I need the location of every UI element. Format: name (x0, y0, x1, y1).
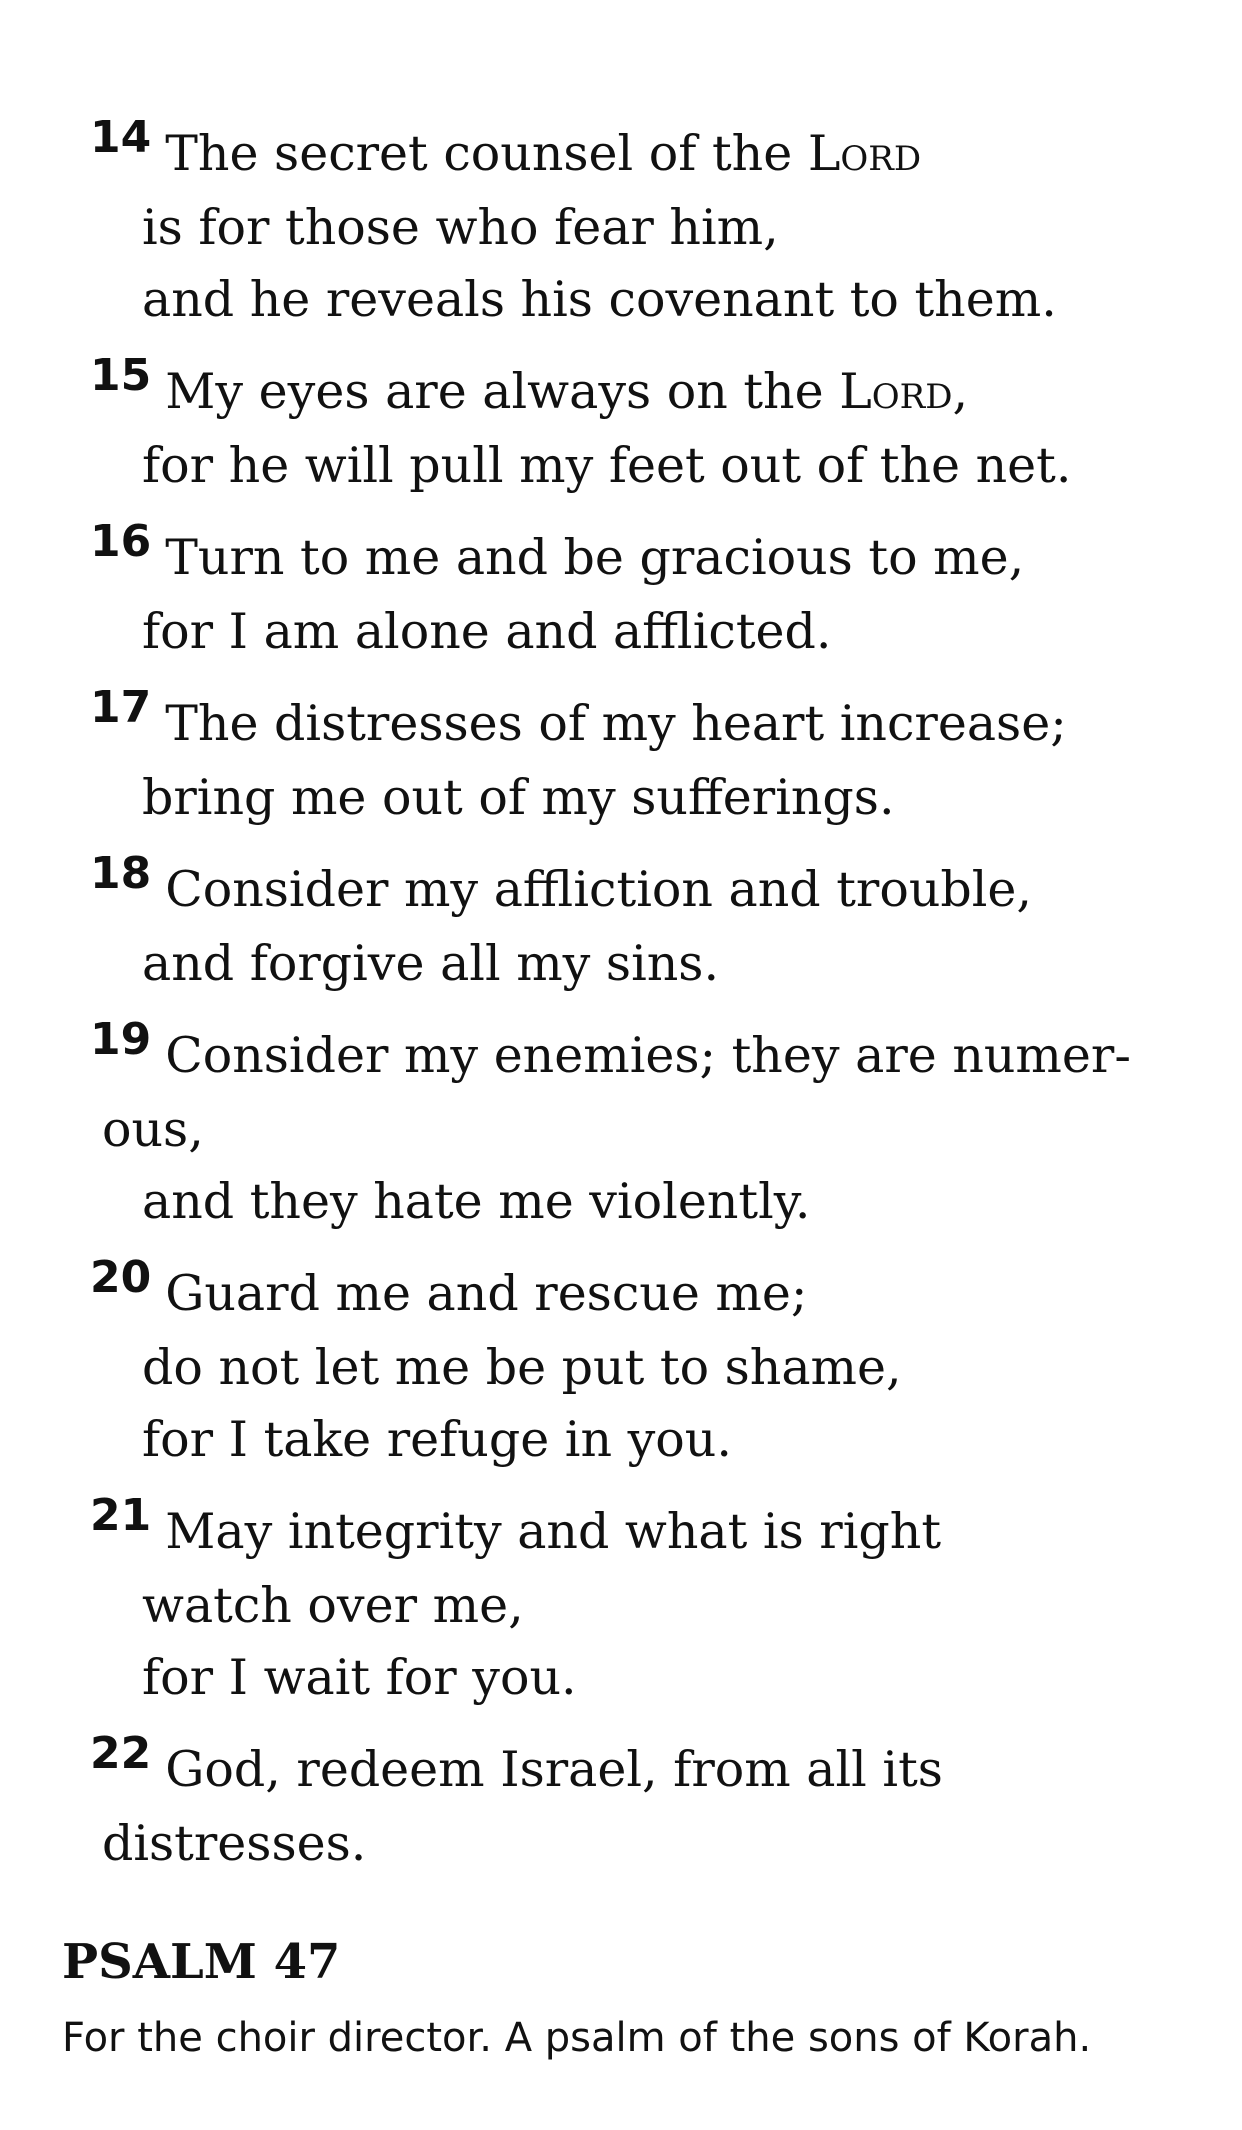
verse-text: My eyes are always on the (165, 363, 840, 420)
verse-first-line (90, 682, 1190, 762)
psalm-subheading: For the choir director. A psalm of the sons of Korah. (62, 2015, 1092, 2061)
verse-line: and they hate me violently. (142, 1173, 811, 1230)
verse-19 (90, 1014, 1190, 1238)
verse-text: The secret counsel of the (165, 125, 808, 182)
verse-first-line (90, 1728, 1190, 1808)
verse-number: 20 (90, 1252, 152, 1303)
verse-runover-line: ous, (102, 1101, 204, 1158)
verse-number: 16 (90, 516, 152, 567)
verse-number: 14 (90, 112, 152, 163)
verse-16 (90, 516, 1190, 668)
verse-20 (90, 1252, 1190, 1476)
verse-line: do not let me be put to shame, (142, 1339, 902, 1396)
verse-21 (90, 1490, 1190, 1714)
verse-line: and he reveals his covenant to them. (142, 271, 1057, 328)
verse-line: and forgive all my sins. (142, 935, 720, 992)
verse-runover-line: distresses. (102, 1815, 367, 1872)
verse-first-line (90, 350, 1190, 430)
divine-name: Lord (839, 363, 953, 420)
verse-first-line (90, 1252, 1190, 1332)
verse-14 (90, 112, 1190, 336)
verse-line: for I am alone and afflicted. (142, 603, 832, 660)
verse-text: The distresses of my heart increase; (165, 695, 1067, 752)
verse-text: , (952, 363, 969, 420)
verse-15 (90, 350, 1190, 502)
verse-number: 17 (90, 682, 152, 733)
verse-number: 22 (90, 1728, 152, 1779)
verse-line: is for those who fear him, (142, 199, 779, 256)
divine-name: Lord (807, 125, 922, 182)
verse-text: May integrity and what is right (165, 1503, 942, 1560)
verse-first-line (90, 1490, 1190, 1570)
verse-number: 18 (90, 848, 152, 899)
verse-18 (90, 848, 1190, 1000)
verse-line: bring me out of my sufferings. (142, 769, 895, 826)
verse-number: 15 (90, 350, 152, 401)
verse-first-line (90, 516, 1190, 596)
verse-text: Consider my affliction and trouble, (165, 861, 1032, 918)
verse-number: 21 (90, 1490, 152, 1541)
verse-first-line (90, 848, 1190, 928)
verse-text: Turn to me and be gracious to me, (165, 529, 1025, 586)
verse-line: watch over me, (142, 1577, 524, 1634)
psalm-heading: PSALM 47 (62, 1934, 341, 1990)
verse-number: 19 (90, 1014, 152, 1065)
verse-text: God, redeem Israel, from all its (165, 1741, 943, 1798)
verse-line: for I wait for you. (142, 1649, 577, 1706)
verse-17 (90, 682, 1190, 834)
verse-line: for I take refuge in you. (142, 1411, 732, 1468)
verse-first-line (90, 1014, 1190, 1094)
verse-text: Guard me and rescue me; (165, 1265, 808, 1322)
verse-text: Consider my enemies; they are numer- (165, 1027, 1131, 1084)
verse-22 (90, 1728, 1190, 1880)
verse-first-line (90, 112, 1190, 192)
verse-list (90, 112, 1190, 1900)
verse-line: for he will pull my feet out of the net. (142, 437, 1072, 494)
